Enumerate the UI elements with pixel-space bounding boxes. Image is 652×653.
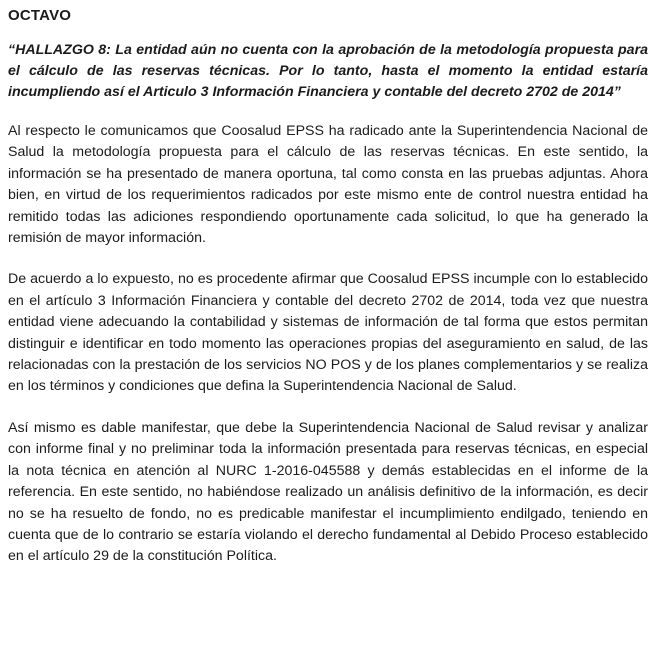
document-page [8,6,648,568]
finding-quote: “HALLAZGO 8: La entidad aún no cuenta con la aprobación de la metodología propuesta para el cálculo de las reservas técnicas. Por lo tanto, hasta el momento la entidad estaría incumpliendo así el Articulo 3 Información Financiera y contable del decreto 2702 de 2014” [8,42,648,100]
paragraph-2: De acuerdo a lo expuesto, no es procedente afirmar que Coosalud EPSS incumple con lo establecido en el artículo 3 Información Financiera y contable del decreto 2702 de 2014, toda vez que nuestra entidad viene adecuando la contabilidad y sistemas de información de tal forma que estos permitan distinguir e identificar en todo momento las operaciones propias del aseguramiento en salud, de las relacionadas con la prestación de los servicios NO POS y de los planes complementarios y se realiza en los términos y condiciones que defina la Superintendencia Nacional de Salud. [8,271,648,395]
section-heading: OCTAVO [8,7,72,24]
paragraph-3: Así mismo es dable manifestar, que debe la Superintendencia Nacional de Salud revisar y analizar con informe final y no preliminar toda la información presentada para reservas técnicas, en especial la nota técnica en atención al NURC 1-2016-045588 y demás establecidas en el informe de la referencia. En este sentido, no habiéndose realizado un análisis definitivo de la información, es decir no se ha resuelto de fondo, no es predicable manifestar el incumplimiento endilgado, teniendo en cuenta que de lo contrario se estaría violando el derecho fundamental al Debido Proceso establecido en el artículo 29 de la constitución Política. [8,419,648,565]
paragraph-1: Al respecto le comunicamos que Coosalud EPSS ha radicado ante la Superintendencia Nacional de Salud la metodología propuesta para el cálculo de las reservas técnicas. En este sentido, la información se ha presentado de manera oportuna, tal como consta en las pruebas adjuntas. Ahora bien, en virtud de los requerimientos radicados por este mismo ente de control nuestra entidad ha remitido todas las adiciones respondiendo oportunamente cada solicitud, lo que ha generado la remisión de mayor información. [8,123,648,247]
